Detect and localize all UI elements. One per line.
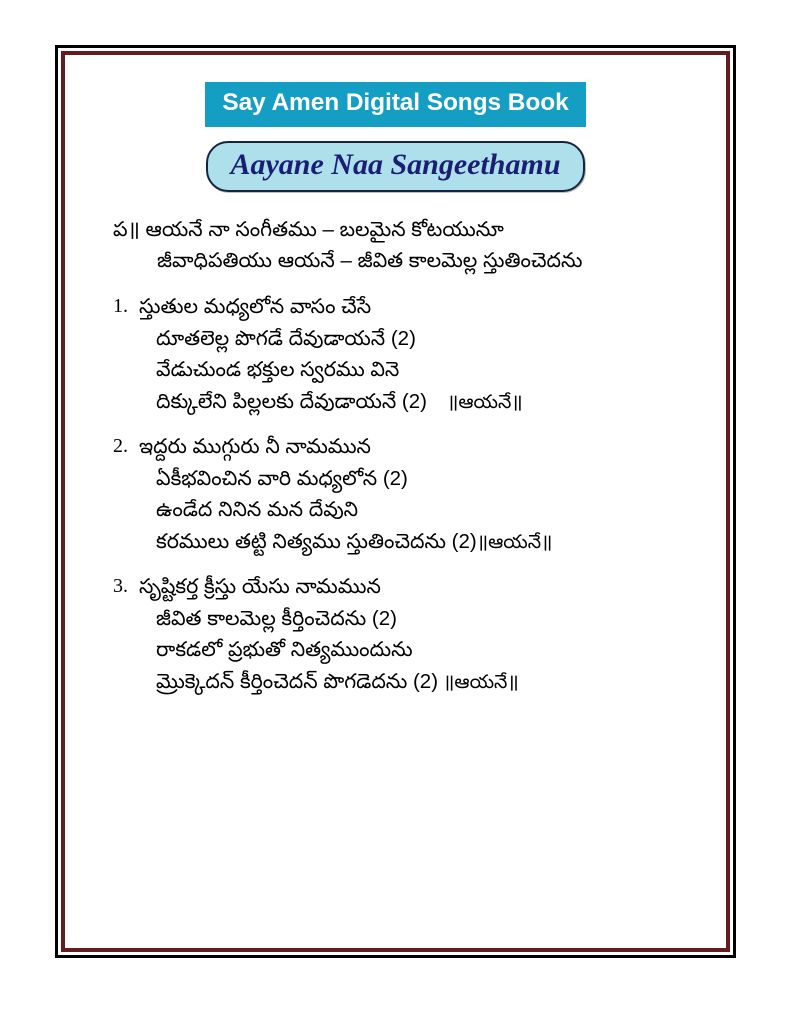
- page-frame: [55, 45, 736, 958]
- verse-lines: [139, 571, 716, 698]
- verse-block: [113, 571, 716, 698]
- verse-line: రాకడలో ప్రభుతో నిత్యముందును: [156, 638, 413, 662]
- verse-number: 3.: [113, 574, 128, 597]
- verse-line: కరములు తట్టి నిత్యము స్తుతించెదను (2): [156, 530, 477, 554]
- verse-line: దూతలెల్ల పొగడే దేవుడాయనే (2): [156, 326, 416, 350]
- lyrics-body: [65, 214, 726, 699]
- verse-block: [113, 291, 716, 418]
- verse-number: 2.: [113, 434, 128, 457]
- pallavi-block: [113, 214, 716, 276]
- book-banner: Say Amen Digital Songs Book: [205, 82, 585, 127]
- verse-block: [113, 431, 716, 558]
- refrain-marker: ॥ఆయనే॥: [476, 532, 553, 554]
- verse-line: జీవిత కాలమెల్ల కీర్తించెదను (2): [156, 606, 397, 630]
- verse-number: 1.: [113, 294, 128, 317]
- verse-lines: [139, 431, 716, 558]
- verse-line: స్తుతుల మధ్యలోన వాసం చేసే: [139, 294, 372, 318]
- verse-line: ఉండేద నినిన మన దేవుని: [156, 498, 359, 522]
- verse-line-with-refrain: [139, 526, 716, 558]
- page-frame-inner-border: [61, 51, 730, 952]
- verse-line: వేడుచుండ భక్తుల స్వరము వినె: [156, 358, 400, 382]
- verse-line-with-refrain: [139, 666, 716, 698]
- verse-line: ఇద్దరు ముగ్గురు నీ నామమున: [139, 434, 371, 458]
- banner-container: [65, 82, 726, 127]
- pallavi-line-2: జీవాధిపతియు ఆయనే – జీవిత కాలమెల్ల స్తుతించెదను: [157, 248, 583, 272]
- pallavi-line-1: ప॥ ఆయనే నా సంగీతము – బలమైన కోటయునూ: [113, 217, 504, 241]
- song-title-container: [65, 141, 726, 192]
- page-content: [65, 55, 726, 948]
- verse-lines: [139, 291, 716, 418]
- refrain-marker: ॥ఆయనే॥: [446, 392, 523, 414]
- refrain-marker: ॥ఆయనే॥: [443, 672, 519, 694]
- verse-line: దిక్కులేని పిల్లలకు దేవుడాయనే (2): [156, 390, 427, 414]
- verse-line: మ్రొక్కెదన్ కీర్తించెదన్ పొగడెదను (2): [156, 670, 439, 694]
- song-title: Aayane Naa Sangeethamu: [206, 141, 584, 192]
- verse-line: ఏకీభవించిన వారి మధ్యలోన (2): [156, 466, 408, 490]
- verse-line: సృష్టికర్త క్రీస్తు యేసు నామమున: [139, 574, 381, 598]
- verse-line-with-refrain: [139, 386, 716, 418]
